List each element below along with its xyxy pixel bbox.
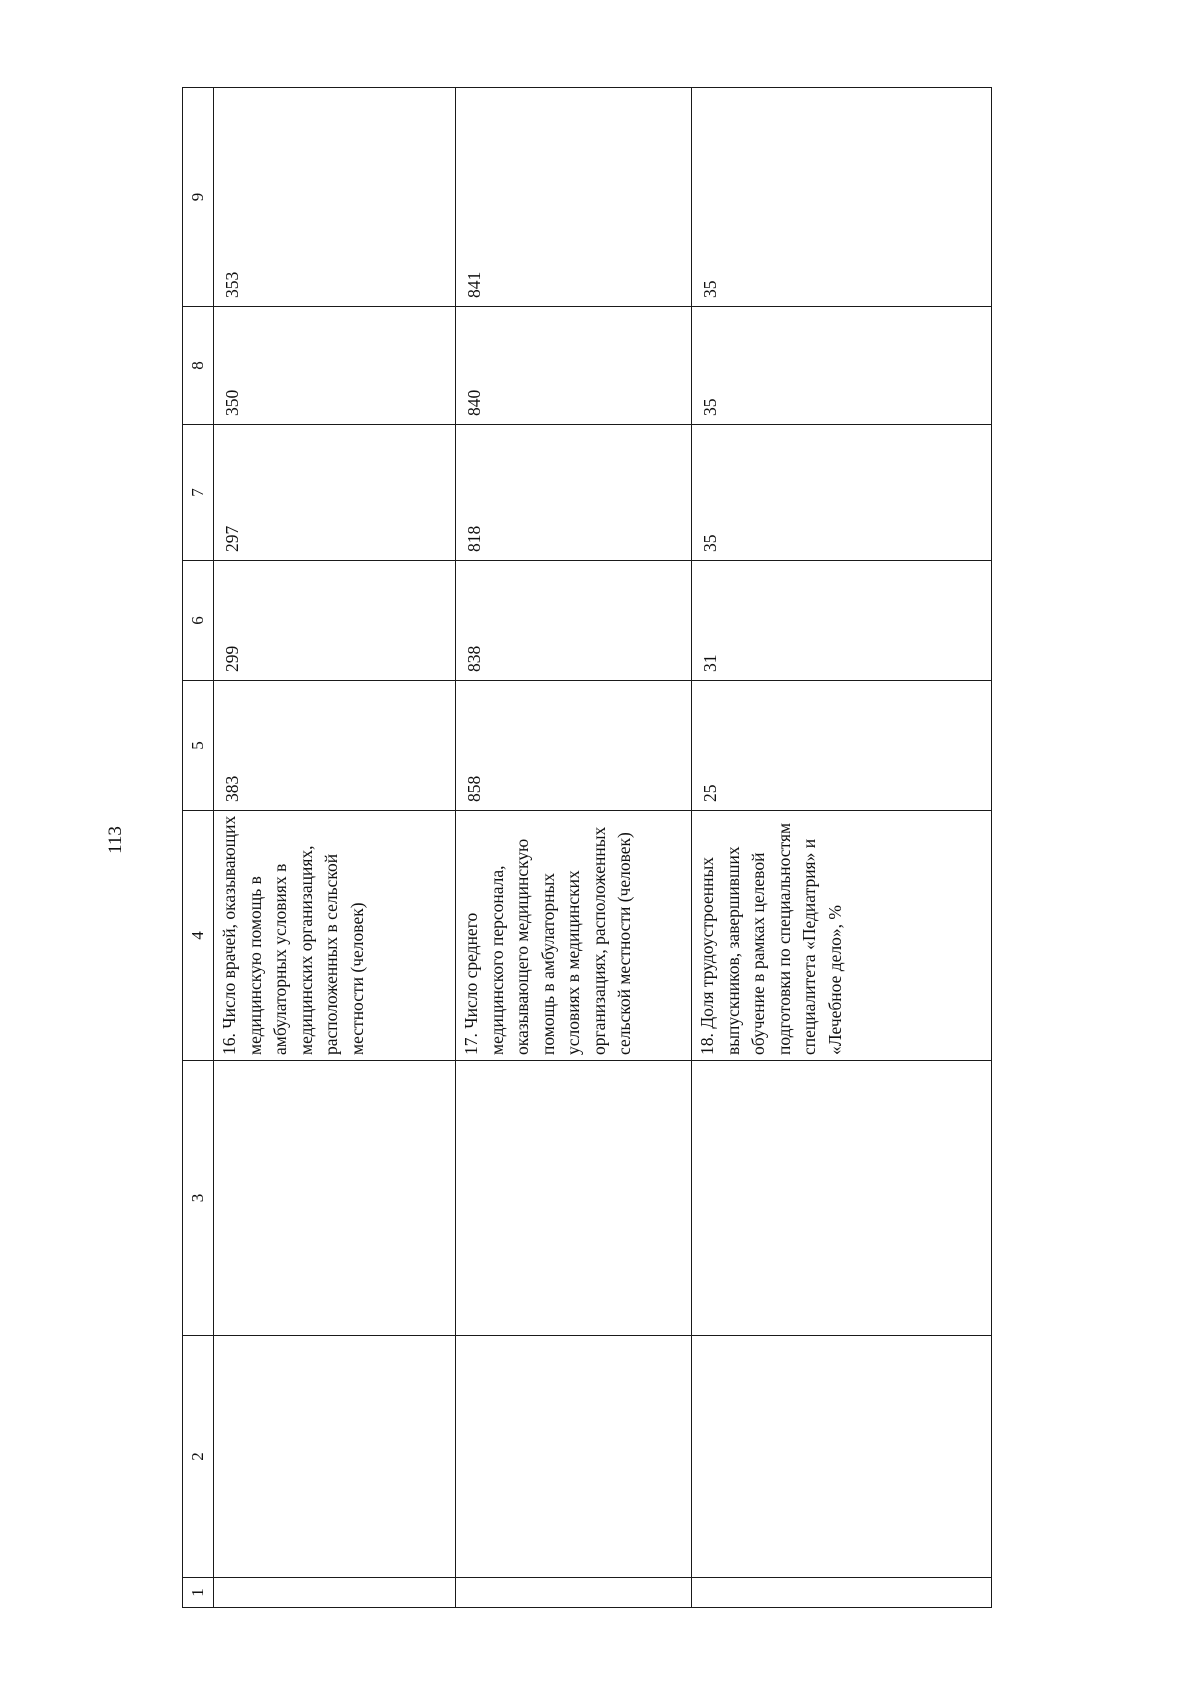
- value-cell: 297: [214, 425, 456, 561]
- value-cell: 299: [214, 561, 456, 681]
- value-cell: 35: [692, 88, 992, 307]
- value-cell: 383: [214, 681, 456, 811]
- indicator-cell: 16. Число врачей, оказывающих медицинскую помощь в амбулаторных условиях в медицинских организациях, расположенных в сельской местности (человек): [214, 811, 456, 1061]
- indicators-table: [182, 87, 992, 1608]
- value-cell: 25: [692, 681, 992, 811]
- table-cell: [456, 1061, 692, 1336]
- document-table-wrapper: [182, 88, 990, 1608]
- header-cell: 7: [183, 425, 214, 561]
- header-cell: 9: [183, 88, 214, 307]
- header-cell: 1: [183, 1578, 214, 1608]
- value-cell: 353: [214, 88, 456, 307]
- table-cell: [692, 1578, 992, 1608]
- value-cell: 841: [456, 88, 692, 307]
- indicator-cell: 18. Доля трудоустроенных выпускников, завершивших обучение в рамках целевой подготовки по специальностям специалитета «Педиатрия» и «Лечебное дело», %: [692, 811, 992, 1061]
- table-cell: [456, 1336, 692, 1578]
- header-cell: 3: [183, 1061, 214, 1336]
- value-cell: 35: [692, 307, 992, 425]
- table-cell: [692, 1336, 992, 1578]
- value-cell: 858: [456, 681, 692, 811]
- value-cell: 31: [692, 561, 992, 681]
- table-row: [456, 88, 692, 1608]
- table-cell: [456, 1578, 692, 1608]
- table-cell: [214, 1061, 456, 1336]
- table-row: [692, 88, 992, 1608]
- table-cell: [214, 1336, 456, 1578]
- header-cell: 2: [183, 1336, 214, 1578]
- value-cell: 840: [456, 307, 692, 425]
- value-cell: 35: [692, 425, 992, 561]
- header-cell: 8: [183, 307, 214, 425]
- header-cell: 5: [183, 681, 214, 811]
- header-row: [183, 88, 214, 1608]
- value-cell: 818: [456, 425, 692, 561]
- header-cell: 6: [183, 561, 214, 681]
- value-cell: 838: [456, 561, 692, 681]
- value-cell: 350: [214, 307, 456, 425]
- table-cell: [692, 1061, 992, 1336]
- table-row: [214, 88, 456, 1608]
- page-number: 113: [105, 826, 126, 854]
- header-cell: 4: [183, 811, 214, 1061]
- indicator-cell: 17. Число среднего медицинского персонала, оказывающего медицинскую помощь в амбулаторных условиях в медицинских организациях, расположенных сельской местности (человек): [456, 811, 692, 1061]
- table-cell: [214, 1578, 456, 1608]
